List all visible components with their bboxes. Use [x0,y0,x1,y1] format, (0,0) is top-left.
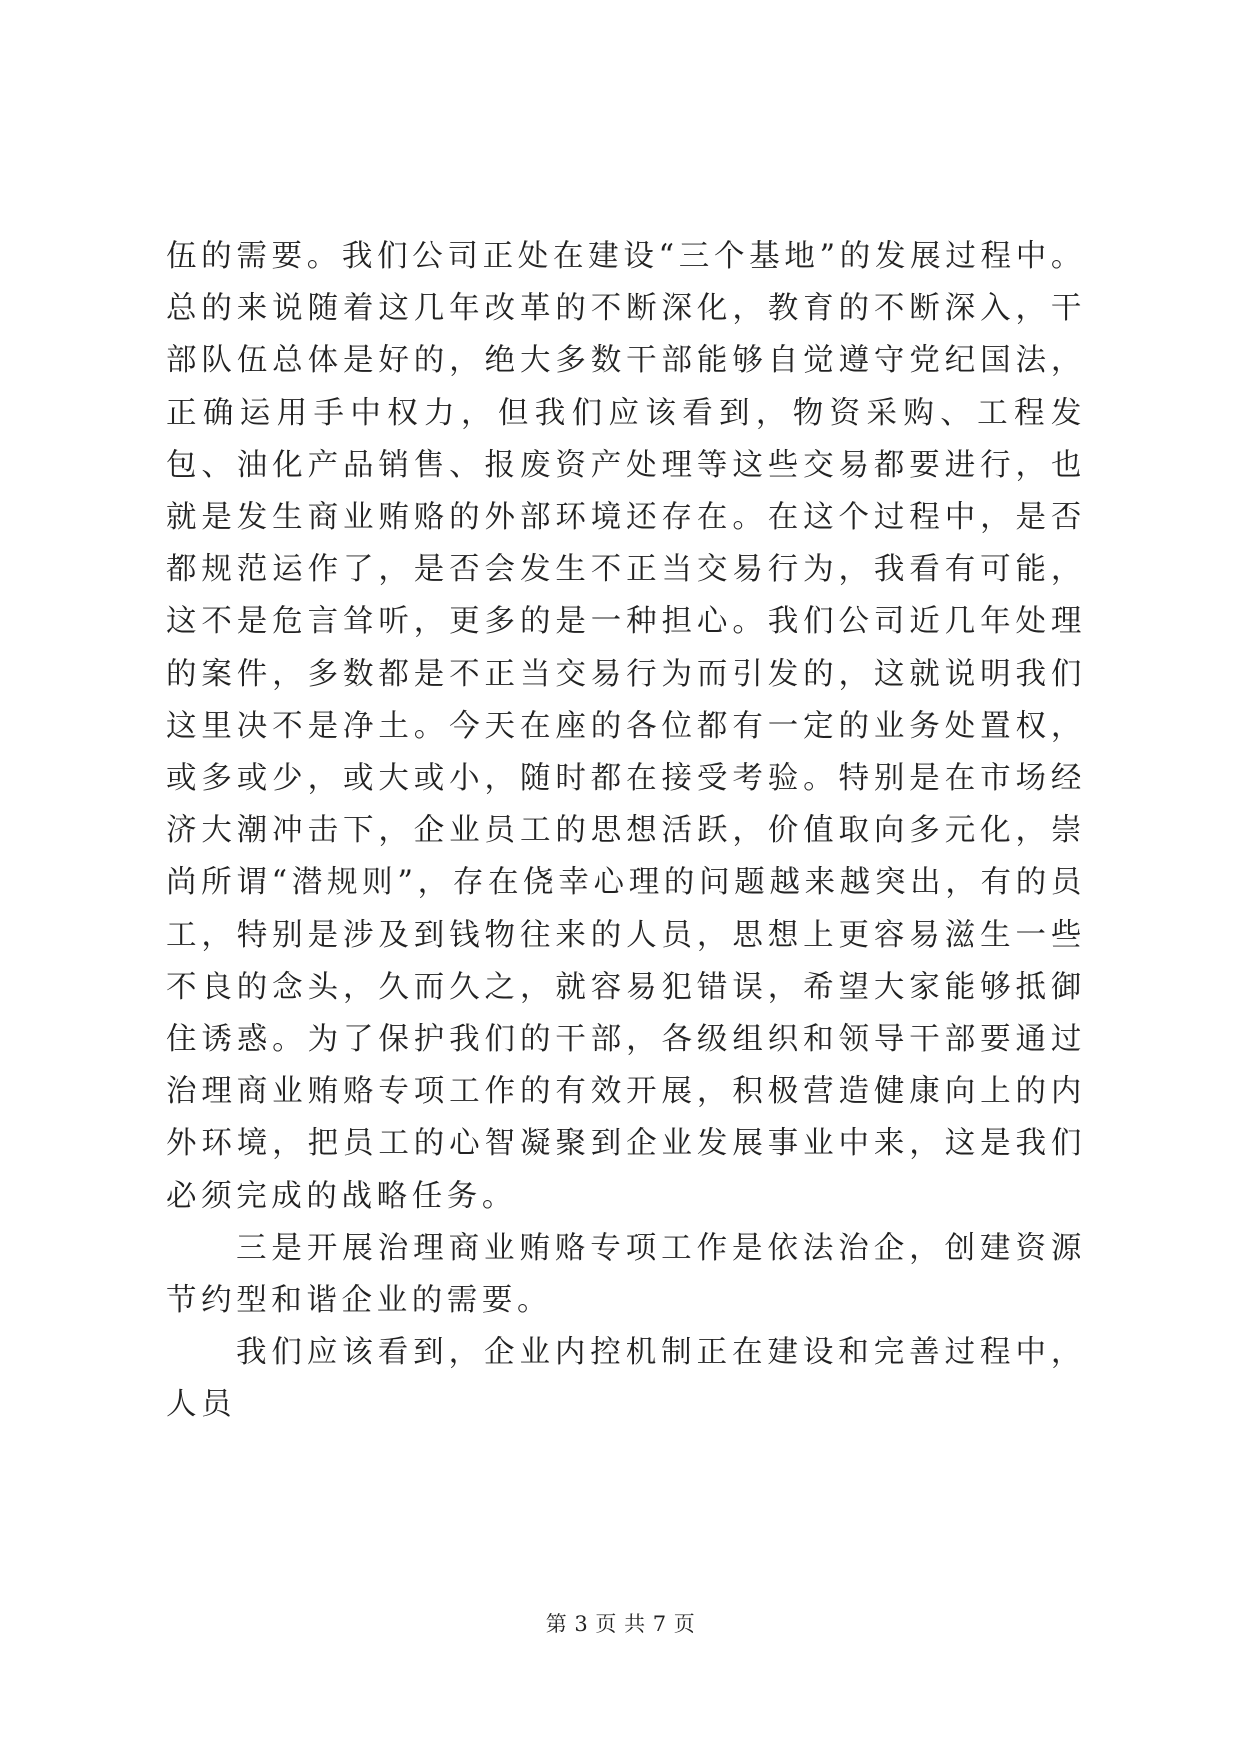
body-text [166,231,1086,1432]
paragraph-continuation: 伍的需要。我们公司正处在建设“三个基地”的发展过程中。总的来说随着这几年改革的不断深化，教育的不断深入，干部队伍总体是好的，绝大多数干部能够自觉遵守党纪国法，正确运用手中权力，但我们应该看到，物资采购、工程发包、油化产品销售、报废资产处理等这些交易都要进行，也就是发生商业贿赂的外部环境还存在。在这个过程中，是否都规范运作了，是否会发生不正当交易行为，我看有可能，这不是危言耸听，更多的是一种担心。我们公司近几年处理的案件，多数都是不正当交易行为而引发的，这就说明我们这里决不是净土。今天在座的各位都有一定的业务处置权，或多或少，或大或小，随时都在接受考验。特别是在市场经济大潮冲击下，企业员工的思想活跃，价值取向多元化，崇尚所谓“潜规则”，存在侥幸心理的问题越来越突出，有的员工，特别是涉及到钱物往来的人员，思想上更容易滋生一些不良的念头，久而久之，就容易犯错误，希望大家能够抵御住诱惑。为了保护我们的干部，各级组织和领导干部要通过治理商业贿赂专项工作的有效开展，积极营造健康向上的内外环境，把员工的心智凝聚到企业发展事业中来，这是我们必须完成的战略任务。 [166,239,1086,1214]
paragraph-point-three: 三是开展治理商业贿赂专项工作是依法治企，创建资源节约型和谐企业的需要。 [166,1230,1086,1319]
paragraph-internal-control: 我们应该看到，企业内控机制正在建设和完善过程中，人员 [166,1335,1086,1423]
page-number-footer: 第 3 页 共 7 页 [545,1612,696,1636]
